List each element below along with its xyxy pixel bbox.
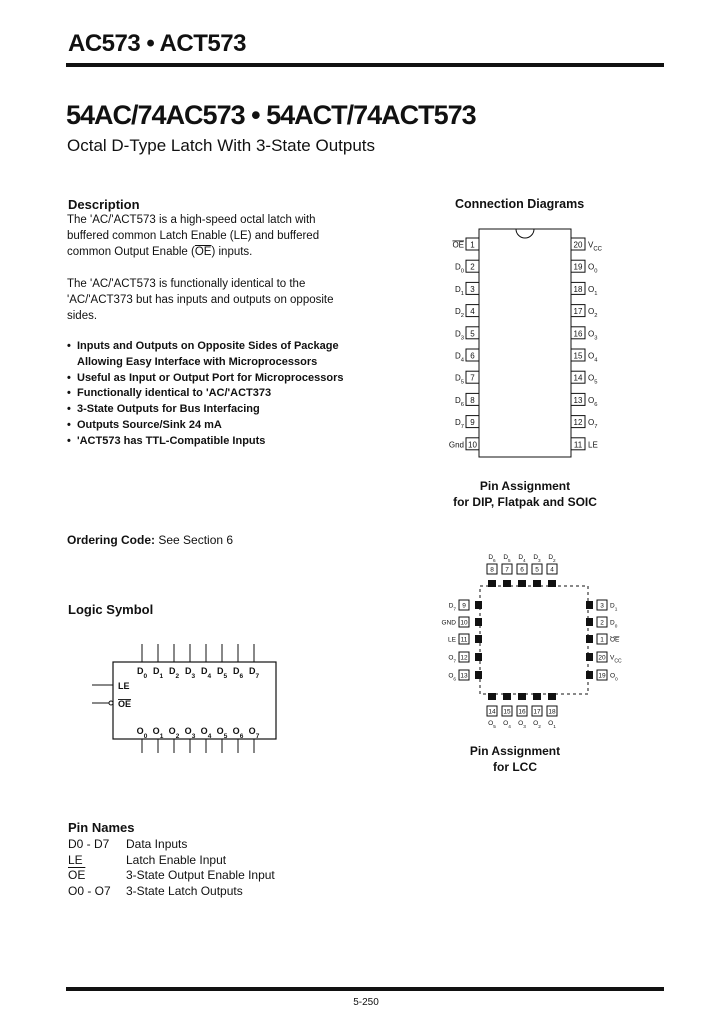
pin-symbol: D0 - D7 [68, 837, 110, 851]
feature-item: • Functionally identical to 'AC/'ACT373 [67, 386, 357, 402]
lcc-pad [548, 580, 556, 587]
dip-pin-number: 15 [573, 351, 583, 361]
lcc-pad [475, 635, 482, 643]
dip-pin-number: 10 [468, 440, 477, 450]
lcc-pin-name: $O_6$ [448, 672, 456, 681]
dip-pin-name: OE [452, 240, 464, 250]
dip-pin-name: $D_5$ [454, 373, 464, 386]
dip-pin-number: 6 [470, 351, 475, 361]
description-paragraph-1 [67, 212, 357, 260]
lcc-pad [548, 693, 556, 700]
pin-description: Latch Enable Input [126, 852, 227, 867]
lcc-pad [503, 580, 511, 587]
feature-item: • Inputs and Outputs on Opposite Sides of Package Allowing Easy Interface with Microprocessors [67, 339, 357, 371]
lcc-pin-name: $D_3$ [533, 554, 541, 563]
lcc-pin-name: $O_3$ [518, 720, 526, 729]
lcc-pin-number: 12 [460, 654, 468, 662]
lcc-pin-number: 2 [600, 619, 604, 627]
lcc-pad [488, 693, 496, 700]
dip-pin-name: $V_{CC}$ [588, 240, 603, 253]
input-label-d6: $D_6$ [232, 666, 244, 680]
dip-pin-name: $D_6$ [454, 395, 464, 408]
lcc-pad [475, 618, 482, 626]
pin-symbol: LE [68, 852, 83, 867]
dip-pin-name: $O_4$ [588, 351, 598, 364]
lcc-pin-number: 10 [460, 619, 468, 627]
lcc-pin-name: $D_4$ [518, 554, 526, 563]
lcc-caption-line-1: Pin Assignment [469, 744, 561, 758]
lcc-pad [518, 693, 526, 700]
lcc-pin-name: OE [610, 636, 620, 644]
lcc-pin-number: 7 [505, 566, 509, 574]
lcc-pad [488, 580, 496, 587]
feature-list [67, 339, 357, 450]
logic-symbol-diagram [90, 640, 290, 755]
lcc-pad [475, 601, 482, 609]
lcc-pin-name: $O_4$ [503, 720, 511, 729]
pin-description: 3-State Latch Outputs [126, 883, 243, 898]
feature-item: • Useful as Input or Output Port for Microprocessors [67, 371, 357, 387]
lcc-pin-name: $O_5$ [488, 720, 496, 729]
dip-pin-number: 7 [470, 373, 475, 383]
output-label-o3: $O_3$ [184, 726, 196, 740]
lcc-pin-number: 6 [520, 566, 524, 574]
lcc-pin-number: 15 [503, 708, 511, 716]
dip-pinout-diagram [430, 226, 620, 462]
lcc-pin-number: 17 [533, 708, 541, 716]
lcc-pin-name: $D_1$ [610, 602, 618, 611]
input-label-d0: $D_0$ [136, 666, 148, 680]
dip-pin-name: $O_0$ [588, 262, 598, 275]
dip-pin-name: $D_7$ [454, 418, 464, 431]
dip-pin-number: 17 [573, 307, 583, 317]
dip-pin-number: 19 [573, 262, 583, 272]
lcc-pin-name: $O_0$ [610, 672, 618, 681]
lcc-pin-name: $V_{CC}$ [610, 654, 622, 665]
lcc-pin-number: 20 [598, 654, 606, 662]
lcc-pad [586, 618, 593, 626]
dip-pin-name: $O_6$ [588, 395, 598, 408]
output-label-o0: $O_0$ [136, 726, 148, 740]
dip-pin-number: 20 [573, 240, 583, 250]
lcc-pin-number: 19 [598, 672, 606, 680]
pin-symbol: $\overline{OE}$ [68, 868, 86, 882]
dip-pin-name: $O_5$ [588, 373, 598, 386]
pin-description: Data Inputs [126, 837, 188, 851]
ordering-code [67, 533, 233, 547]
lcc-pin-number: 13 [460, 672, 468, 680]
input-label-d5: $D_5$ [216, 666, 228, 680]
dip-pin-name: $D_3$ [454, 329, 464, 342]
lcc-pin-number: 18 [548, 708, 556, 716]
output-label-o2: $O_2$ [168, 726, 180, 740]
dip-caption [445, 478, 605, 510]
lcc-pin-number: 4 [550, 566, 554, 574]
input-label-d3: $D_3$ [184, 666, 196, 680]
lcc-pin-name: $D_6$ [488, 554, 496, 563]
description-heading: Description [68, 197, 140, 212]
description-text-a: The 'AC/'ACT573 is a high-speed octal latch with buffered common Latch Enable (LE) and buffered common Output Enable ( [67, 214, 320, 258]
footer-rule [66, 987, 664, 991]
ordering-code-text: See Section 6 [158, 533, 234, 547]
lcc-pin-number: 11 [460, 636, 468, 644]
output-label-o4: $O_4$ [200, 726, 212, 740]
lcc-pad [475, 653, 482, 661]
page-title: 54AC/74AC573 • 54ACT/74ACT573 [66, 100, 476, 130]
lcc-pad [586, 635, 593, 643]
dip-pin-number: 5 [470, 329, 475, 339]
pin-description: 3-State Output Enable Input [126, 868, 275, 882]
lcc-pinout-diagram [430, 548, 620, 728]
page-number: 5-250 [353, 997, 379, 1008]
dip-pin-name: $D_2$ [454, 307, 464, 320]
description-paragraph-2: The 'AC/'ACT573 is functionally identical to the 'AC/'ACT373 but has inputs and outputs on opposite sides. [67, 278, 334, 322]
input-label-d7: $D_7$ [248, 666, 260, 680]
dip-pin-name: $O_3$ [588, 329, 598, 342]
dip-pin-number: 13 [573, 395, 583, 405]
output-label-o6: $O_6$ [232, 726, 244, 740]
dip-pin-number: 16 [573, 329, 583, 339]
dip-pin-name: $D_4$ [454, 351, 464, 364]
input-label-d1: $D_1$ [152, 666, 164, 680]
lcc-pin-name: $O_7$ [448, 654, 456, 663]
oe-input-label: OE [118, 699, 132, 709]
pin-names-heading: Pin Names [68, 820, 135, 835]
input-label-d2: $D_2$ [168, 666, 180, 680]
output-label-o5: $O_5$ [216, 726, 228, 740]
lcc-pad [503, 693, 511, 700]
lcc-pad [518, 580, 526, 587]
lcc-pin-name: $O_1$ [548, 720, 556, 729]
pin-symbol: O0 - O7 [68, 883, 111, 898]
ordering-code-label: Ordering Code: [67, 533, 156, 547]
lcc-caption-line-2: for LCC [493, 760, 537, 774]
output-label-o1: $O_1$ [152, 726, 164, 740]
pin-names-table [68, 837, 368, 901]
lcc-pad [533, 693, 541, 700]
lcc-pin-name: $D_2$ [548, 554, 556, 563]
output-label-o7: $O_7$ [248, 726, 260, 740]
lcc-pin-name: $D_7$ [448, 602, 456, 611]
lcc-pin-name: GND [441, 619, 456, 627]
lcc-pad [475, 671, 482, 679]
logic-symbol-heading: Logic Symbol [68, 602, 154, 617]
oe-signal: $\overline{OE}$ [194, 246, 212, 258]
connection-diagrams-heading: Connection Diagrams [455, 197, 585, 211]
dip-pin-name: $D_1$ [454, 284, 464, 297]
dip-pin-name: $O_7$ [588, 418, 598, 431]
dip-pin-name: $D_0$ [454, 262, 464, 275]
dip-pin-number: 4 [470, 307, 475, 317]
page-subtitle: Octal D-Type Latch With 3-State Outputs [67, 136, 376, 155]
lcc-caption [460, 743, 570, 775]
dip-pin-number: 14 [573, 373, 583, 383]
dip-pin-number: 2 [470, 262, 475, 272]
dip-pin-number: 8 [470, 395, 475, 405]
dip-pin-number: 9 [470, 418, 475, 428]
dip-caption-line-2: for DIP, Flatpak and SOIC [453, 495, 597, 509]
lcc-pin-number: 3 [600, 602, 604, 610]
lcc-pin-name: LE [448, 636, 456, 644]
lcc-pad [586, 653, 593, 661]
lcc-pin-number: 5 [535, 566, 539, 574]
dip-caption-line-1: Pin Assignment [479, 479, 571, 493]
lcc-pin-name: $O_2$ [533, 720, 541, 729]
dip-pin-name: $O_2$ [588, 307, 598, 320]
dip-pin-number: 12 [573, 418, 583, 428]
lcc-pin-number: 1 [600, 636, 604, 644]
description-text-b: ) inputs. [211, 246, 253, 258]
lcc-pin-number: 14 [488, 708, 496, 716]
dip-pin-number: 1 [470, 240, 475, 250]
lcc-pin-number: 16 [518, 708, 526, 716]
input-label-d4: $D_4$ [200, 666, 212, 680]
header-title: AC573 • ACT573 [68, 30, 246, 57]
lcc-pin-number: 8 [490, 566, 494, 574]
dip-pin-number: 18 [573, 284, 583, 294]
lcc-pin-name: $D_0$ [610, 619, 618, 628]
dip-pin-name: LE [588, 440, 598, 450]
dip-pin-name: $O_1$ [588, 284, 598, 297]
lcc-pad [586, 671, 593, 679]
le-input-label: LE [118, 681, 130, 691]
lcc-pin-name: $D_5$ [503, 554, 511, 563]
dip-pin-number: 11 [573, 440, 583, 450]
dip-pin-number: 3 [470, 284, 475, 294]
feature-item: • Outputs Source/Sink 24 mA [67, 418, 357, 434]
feature-item: • 3-State Outputs for Bus Interfacing [67, 402, 357, 418]
lcc-pad [533, 580, 541, 587]
lcc-pad [586, 601, 593, 609]
feature-item: • 'ACT573 has TTL-Compatible Inputs [67, 434, 357, 450]
dip-pin-name: Gnd [448, 440, 464, 450]
lcc-pin-number: 9 [462, 602, 466, 610]
header-rule [66, 63, 664, 67]
